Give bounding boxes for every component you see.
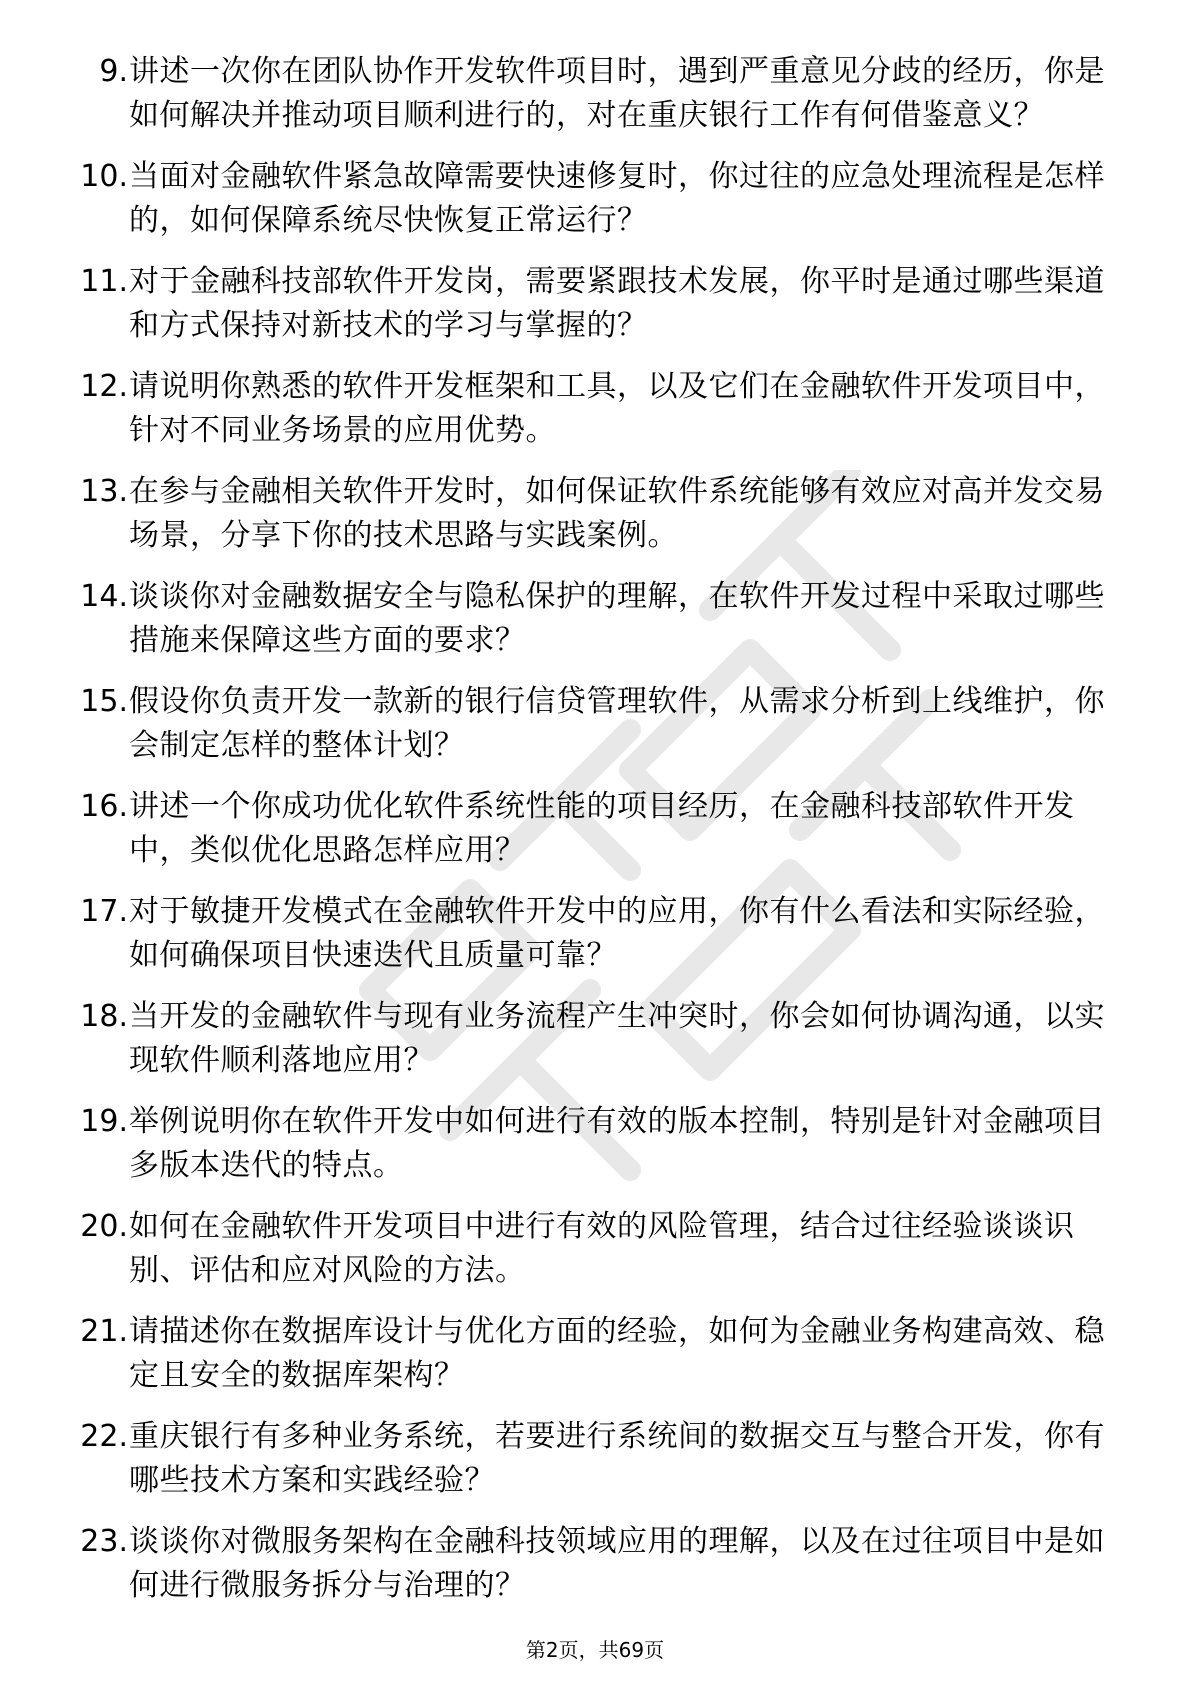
question-text: 对于金融科技部软件开发岗，需要紧跟技术发展，你平时是通过哪些渠道和方式保持对新技术的学习与掌握的？ xyxy=(129,264,1105,343)
question-text: 对于敏捷开发模式在金融软件开发中的应用，你有什么看法和实际经验，如何确保项目快速迭代且质量可靠？ xyxy=(129,894,1105,973)
question-number: 21. xyxy=(80,1314,128,1349)
question-number: 17. xyxy=(80,894,128,929)
question-number: 13. xyxy=(80,474,128,509)
question-item xyxy=(0,1310,1190,1398)
question-number: 18. xyxy=(80,999,128,1034)
question-number: 9. xyxy=(99,54,128,89)
question-list xyxy=(0,50,1190,1625)
question-number: 20. xyxy=(80,1209,128,1244)
question-text: 重庆银行有多种业务系统，若要进行系统间的数据交互与整合开发，你有哪些技术方案和实践经验？ xyxy=(129,1419,1105,1498)
question-number: 10. xyxy=(80,159,128,194)
question-item xyxy=(0,365,1190,453)
question-item xyxy=(0,1415,1190,1503)
question-number: 11. xyxy=(80,264,128,299)
question-text: 当面对金融软件紧急故障需要快速修复时，你过往的应急处理流程是怎样的，如何保障系统尽快恢复正常运行？ xyxy=(129,159,1105,238)
question-number: 12. xyxy=(80,369,128,404)
question-item xyxy=(0,155,1190,243)
question-item xyxy=(0,785,1190,873)
question-item xyxy=(0,575,1190,663)
question-text: 讲述一次你在团队协作开发软件项目时，遇到严重意见分歧的经历，你是如何解决并推动项目顺利进行的，对在重庆银行工作有何借鉴意义？ xyxy=(129,54,1105,133)
page-footer: 第2页，共69页 xyxy=(525,1638,665,1662)
question-text: 请描述你在数据库设计与优化方面的经验，如何为金融业务构建高效、稳定且安全的数据库架构？ xyxy=(129,1314,1105,1393)
question-item xyxy=(0,50,1190,138)
question-number: 19. xyxy=(80,1104,128,1139)
question-number: 14. xyxy=(80,579,128,614)
question-number: 15. xyxy=(80,684,128,719)
question-item xyxy=(0,890,1190,978)
question-text: 谈谈你对金融数据安全与隐私保护的理解，在软件开发过程中采取过哪些措施来保障这些方面的要求？ xyxy=(129,579,1105,658)
question-text: 举例说明你在软件开发中如何进行有效的版本控制，特别是针对金融项目多版本迭代的特点。 xyxy=(129,1104,1105,1183)
question-text: 如何在金融软件开发项目中进行有效的风险管理，结合过往经验谈谈识别、评估和应对风险的方法。 xyxy=(129,1209,1075,1288)
question-number: 22. xyxy=(80,1419,128,1454)
question-text: 假设你负责开发一款新的银行信贷管理软件，从需求分析到上线维护，你会制定怎样的整体计划？ xyxy=(129,684,1105,763)
question-number: 16. xyxy=(80,789,128,824)
question-item xyxy=(0,1520,1190,1608)
question-number: 23. xyxy=(80,1524,128,1559)
question-text: 请说明你熟悉的软件开发框架和工具，以及它们在金融软件开发项目中，针对不同业务场景的应用优势。 xyxy=(129,369,1105,448)
question-text: 谈谈你对微服务架构在金融科技领域应用的理解，以及在过往项目中是如何进行微服务拆分与治理的？ xyxy=(129,1524,1105,1603)
question-item xyxy=(0,680,1190,768)
question-text: 讲述一个你成功优化软件系统性能的项目经历，在金融科技部软件开发中，类似优化思路怎样应用？ xyxy=(129,789,1075,868)
question-item xyxy=(0,1100,1190,1188)
question-item xyxy=(0,995,1190,1083)
question-text: 在参与金融相关软件开发时，如何保证软件系统能够有效应对高并发交易场景，分享下你的技术思路与实践案例。 xyxy=(129,474,1105,553)
question-item xyxy=(0,260,1190,348)
question-item xyxy=(0,470,1190,558)
question-item xyxy=(0,1205,1190,1293)
question-text: 当开发的金融软件与现有业务流程产生冲突时，你会如何协调沟通，以实现软件顺利落地应用？ xyxy=(129,999,1105,1078)
